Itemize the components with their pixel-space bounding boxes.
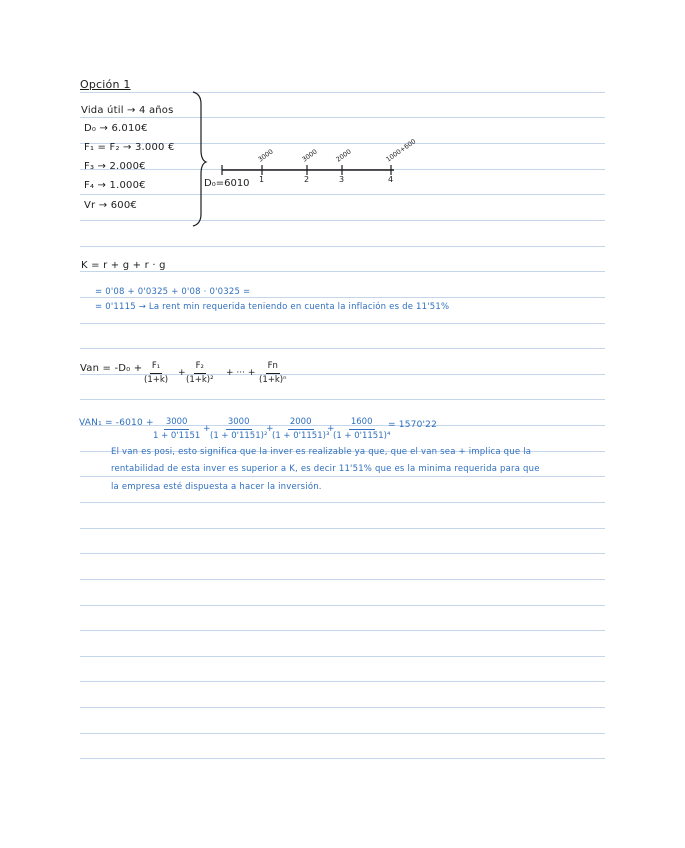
ruled-line (80, 476, 605, 477)
k-calculation: = 0'08 + 0'0325 + 0'08 · 0'0325 = (95, 287, 251, 297)
data-item: Vr → 600€ (84, 200, 137, 211)
data-item: Vida útil → 4 años (81, 105, 174, 116)
van-formula-term: $\frac{\text{F₁}}{(1+k)}$ (144, 361, 169, 385)
ruled-line (80, 733, 605, 734)
timeline-tick-label: 1 (259, 175, 265, 184)
plus-sign: + (203, 424, 211, 434)
data-item: F₃ → 2.000€ (84, 161, 146, 172)
plus-sign: + (178, 368, 186, 378)
timeline-flow-label: 1000+600 (384, 137, 418, 164)
van-formula-term: $\frac{\text{F₂}}{\text{(1+k)²}}$ (186, 361, 214, 385)
k-formula: K = r + g + r · g (81, 260, 166, 271)
van-formula-term: $\frac{Fn}{\text{(1+k)ⁿ}}$ (259, 361, 287, 385)
conclusion-line: la empresa esté dispuesta a hacer la inversión. (111, 482, 322, 492)
ruled-line (80, 758, 605, 759)
ruled-line (80, 707, 605, 708)
timeline-flow-label: 2000 (334, 147, 353, 164)
timeline-tick-label: 2 (304, 175, 310, 184)
ruled-line (80, 630, 605, 631)
ruled-line (80, 681, 605, 682)
option-title: Opción 1 (80, 78, 131, 91)
timeline-start-label: D₀=6010 (204, 178, 250, 189)
ruled-line (80, 246, 605, 247)
ellipsis-sign: + ··· + (226, 368, 256, 378)
ruled-line (80, 528, 605, 529)
data-item: F₄ → 1.000€ (84, 180, 146, 191)
van-calc-term: $\frac{3000}{\text{(1 + 0'1151)²}}$ (210, 417, 268, 441)
timeline-tick-label: 4 (388, 175, 394, 184)
van-calc-term: $\frac{3000}{1 + 0'1151}$ (153, 417, 201, 441)
ruled-line (80, 553, 605, 554)
data-item: D₀ → 6.010€ (84, 123, 148, 134)
van-formula-lead: Van = -D₀ + (80, 363, 143, 374)
conclusion-line: rentabilidad de esta inver es superior a K, es decir 11'51% que es la minima requerida para que (111, 464, 540, 474)
timeline-flow-label: 3000 (256, 147, 275, 164)
timeline-flow-label: 3000 (300, 147, 319, 164)
ruled-line (80, 348, 605, 349)
timeline-diagram (0, 0, 685, 240)
van-calc-lead: VAN₁ = -6010 + (79, 418, 154, 428)
data-item: F₁ = F₂ → 3.000 € (84, 142, 175, 153)
ruled-line (80, 297, 605, 298)
ruled-line (80, 579, 605, 580)
ruled-line (80, 399, 605, 400)
ruled-line (80, 656, 605, 657)
ruled-line (80, 605, 605, 606)
brace-shape (193, 92, 206, 226)
conclusion-line: El van es posi, esto significa que la inver es realizable ya que, que el van sea + implica que la (111, 447, 532, 457)
plus-sign: + (266, 424, 274, 434)
ruled-line (80, 502, 605, 503)
ruled-line (80, 271, 605, 272)
ruled-line (80, 323, 605, 324)
van-calc-term: $\frac{1600}{\text{(1 + 0'1151)⁴}}$ (333, 417, 391, 441)
timeline-tick-label: 3 (339, 175, 345, 184)
k-result: = 0'1115 → La rent min requerida teniendo en cuenta la inflación es de 11'51% (95, 302, 450, 312)
plus-sign: + (327, 424, 335, 434)
van-calc-term: $\frac{2000}{\text{(1 + 0'1151)³}}$ (272, 417, 330, 441)
van-calc-result: = 1570'22 (388, 420, 438, 430)
